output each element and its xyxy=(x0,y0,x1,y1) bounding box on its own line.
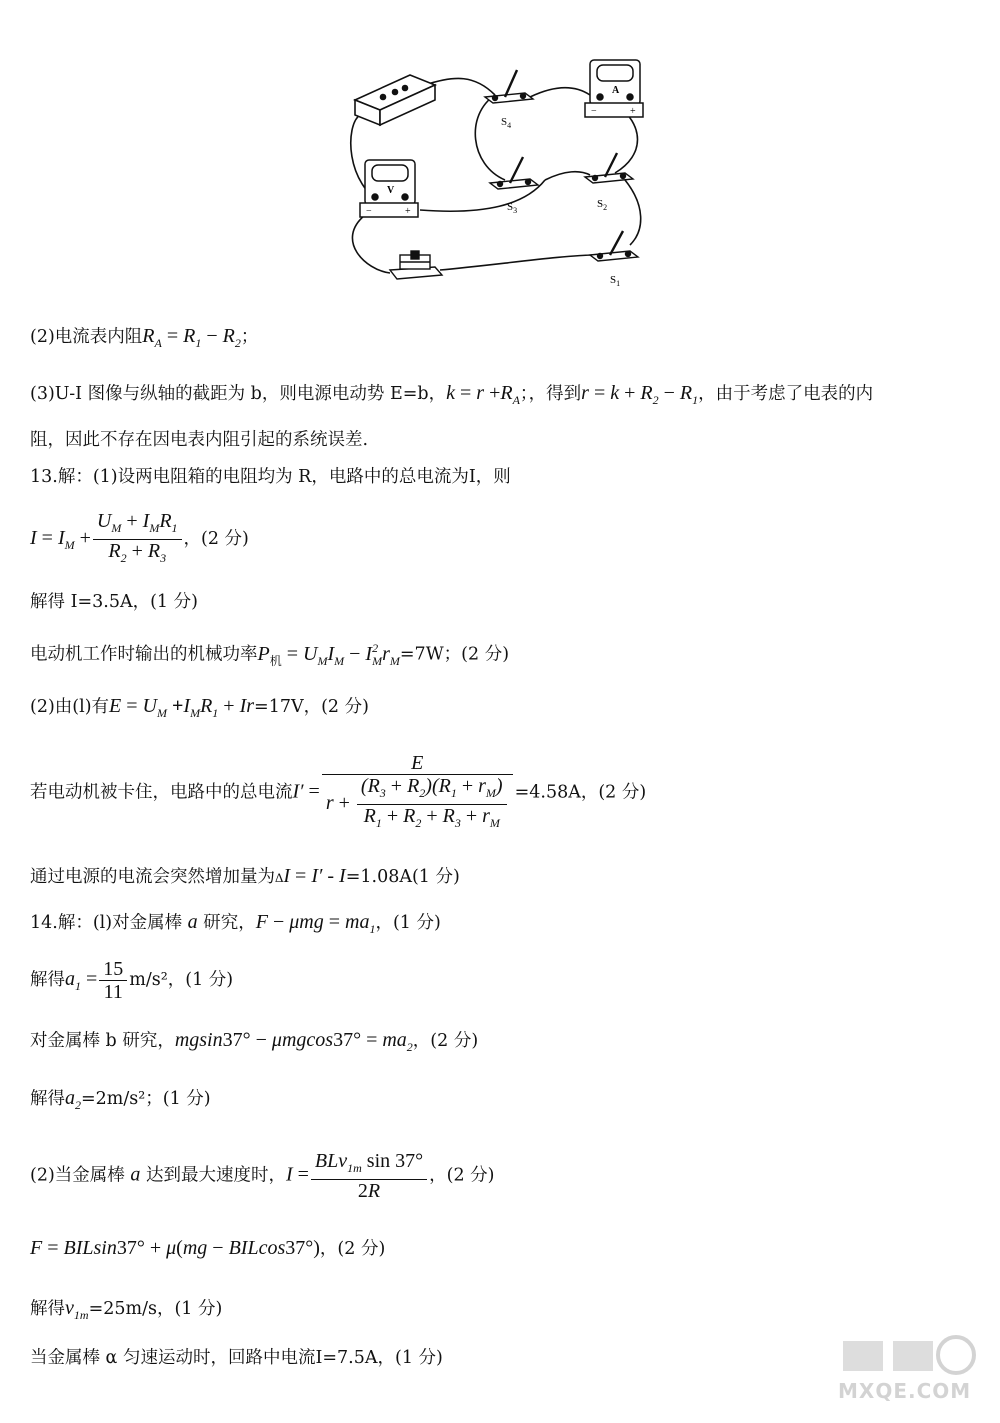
q13-stalled: 若电动机被卡住，电路中的总电流I′ = E r + $\frac{(R_3 + R_2)(R_1 + r_M)}{R_1 + R_2 + R_3 + r_M}$ =4.58A，(2 分) xyxy=(30,752,647,830)
q14-part2: (2)当金属棒 a 达到最大速度时，I = $\frac{BLv_{1m} \sin 37^\circ}{2R}$ ，(2 分) xyxy=(30,1150,495,1202)
label-ammeter: A xyxy=(612,85,620,96)
q14-title: 14.解：(l)对金属棒 a 研究，$F - \mu mg = ma_1$，(1 分) xyxy=(30,911,441,936)
q14-b: 对金属棒 b 研究，$mgsin37^\circ - \mu mgcos37^\circ = ma_2$，(2 分) xyxy=(30,1029,479,1054)
label-s4: $S_4$ xyxy=(501,116,512,130)
q13-part2: (2)由(l)有$E = U_M +I_MR_1 + Ir=17V$，(2 分) xyxy=(30,695,369,720)
label-s2: $S_2$ xyxy=(597,198,608,212)
label-voltmeter-plus: + xyxy=(405,206,411,217)
rheostat xyxy=(390,251,442,279)
label-voltmeter: V xyxy=(387,185,395,196)
line-part3-b: 阻，因此不存在因电表内阻引起的系统误差. xyxy=(30,430,369,450)
watermark-emblem-icon xyxy=(838,1333,978,1383)
label-s1: $S_1$ xyxy=(610,274,621,288)
q13-eq1: $I = I_M$ + $\frac{U_M + I_MR_1}{R_2 + R_3}$ ，(2 分) xyxy=(30,510,249,565)
label-s3: $S_3$ xyxy=(507,201,518,215)
switch-s1 xyxy=(590,231,638,261)
q14-result3: 解得$v_{1m}=25m/s$，(1 分) xyxy=(30,1297,223,1322)
switch-s3 xyxy=(490,157,538,189)
watermark-logo xyxy=(838,1333,978,1403)
q14-result2: 解得$a_2=2m/s^2$；(1 分) xyxy=(30,1087,211,1112)
q13-increase: 通过电源的电流会突然增加量为ΔI = I′ - I=1.08A(1 分) xyxy=(30,865,460,887)
watermark-text: MXQE.COM xyxy=(838,1379,972,1403)
label-voltmeter-minus: − xyxy=(366,206,372,217)
q13-result1: 解得 I=3.5A，(1 分) xyxy=(30,592,198,612)
power-supply xyxy=(355,75,435,125)
circuit-diagram xyxy=(345,55,655,300)
q14-last: 当金属棒 α 匀速运动时，回路中电流I=7.5A，(1 分) xyxy=(30,1348,443,1368)
q14-force: F = BILsin37° + μ(mg − BILcos37°)，(2 分) xyxy=(30,1237,386,1259)
q14-result1: 解得$a_1$ = $\frac{15}{11}$ m/s²，(1 分) xyxy=(30,958,234,1003)
label-ammeter-minus: − xyxy=(591,106,597,117)
line-part2-ammeter-resistance: (2)电流表内阻$R_A = R_1 - R_2$； xyxy=(30,325,259,350)
q13-title: 13.解：(1)设两电阻箱的电阻均为 R，电路中的总电流为I，则 xyxy=(30,467,511,487)
switch-s2 xyxy=(585,153,633,183)
line-part3-a: (3)U-I 图像与纵轴的截距为 b，则电源电动势 E=b，$k = r +R_A$；，得到$r = k + R_2 - R_1$，由于考虑了电表的内 xyxy=(30,382,874,407)
label-ammeter-plus: + xyxy=(630,106,636,117)
switch-s4 xyxy=(485,70,533,103)
q13-power: 电动机工作时输出的机械功率$P_机 = U_MI_M - I^2_Mr_M=7W$；(2 分) xyxy=(30,641,510,668)
